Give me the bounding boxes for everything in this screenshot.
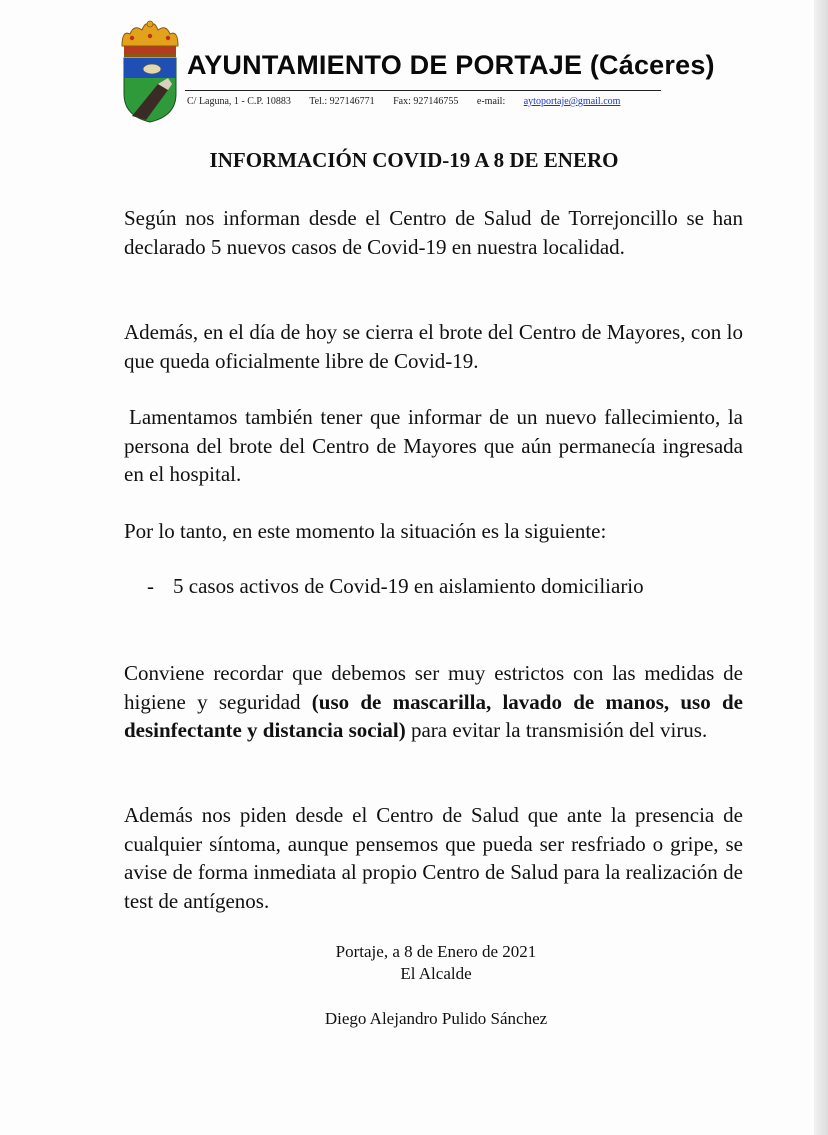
paragraph-symptoms-notice: Además nos piden desde el Centro de Salud que ante la presencia de cualquier síntoma, aunque pensemos que pueda ser resfriado o gripe, se avise de forma inmediata al propio Centro de Salud para la realización de test de antígenos. <box>124 803 743 913</box>
email-link[interactable]: aytoportaje@gmail.com <box>523 96 621 107</box>
address: C/ Laguna, 1 - C.P. 10883 <box>187 96 291 107</box>
hygiene-text-end: para evitar la transmisión del virus. <box>405 718 708 742</box>
list-item: 5 casos activos de Covid-19 en aislamiento domiciliario <box>173 574 644 598</box>
hygiene-measures: (uso de mascarilla, lavado de manos, uso de desinfectante y distancia social) <box>124 689 744 742</box>
signoff-place-date: Portaje, a 8 de Enero de 2021 <box>335 942 537 961</box>
coat-of-arms-icon <box>118 20 182 124</box>
fax: Fax: 927146755 <box>393 96 459 107</box>
document-title: INFORMACIÓN COVID-19 A 8 DE ENERO <box>209 148 619 172</box>
contact-line <box>187 96 636 107</box>
active-cases-list <box>147 574 644 599</box>
paragraph-hygiene-reminder <box>124 659 743 745</box>
signoff-role: El Alcalde <box>400 964 472 983</box>
organization-name: AYUNTAMIENTO DE PORTAJE (Cáceres) <box>187 50 715 80</box>
list-bullet: - <box>147 574 154 598</box>
paragraph-new-cases: Según nos informan desde el Centro de Salud de Torrejoncillo se han declarado 5 nuevos casos de Covid-19 en nuestra localidad. <box>124 206 743 259</box>
paragraph-current-situation: Por lo tanto, en este momento la situación es la siguiente: <box>124 519 607 543</box>
email-label: e-mail: <box>476 96 506 107</box>
paragraph-outbreak-closed: Además, en el día de hoy se cierra el brote del Centro de Mayores, con lo que queda oficialmente libre de Covid-19. <box>124 320 743 373</box>
signoff-name: Diego Alejandro Pulido Sánchez <box>324 1009 548 1028</box>
hygiene-text-start: Conviene recordar que debemos ser muy estrictos con las medidas de higiene y seguridad <box>124 661 743 714</box>
header-divider <box>185 90 661 91</box>
phone: Tel.: 927146771 <box>309 96 375 107</box>
paragraph-death: Lamentamos también tener que informar de un nuevo fallecimiento, la persona del brote del Centro de Mayores que aún permanecía ingresada en el hospital. <box>124 405 743 486</box>
